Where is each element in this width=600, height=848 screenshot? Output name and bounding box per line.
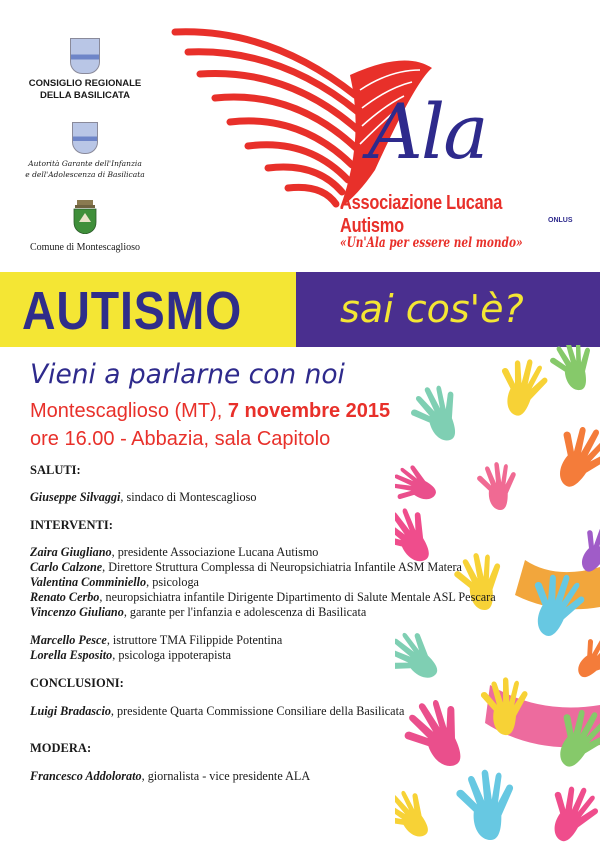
speaker-role: , psicologa xyxy=(146,575,199,589)
event-place xyxy=(30,400,390,423)
speaker-line xyxy=(30,590,510,605)
banner-yellow-panel xyxy=(0,272,296,347)
region-crest-icon xyxy=(72,122,98,154)
section-conclusioni-title: CONCLUSIONI: xyxy=(30,676,124,690)
autorita-line1: Autorità Garante dell'Infanzia xyxy=(28,159,142,168)
speaker-name: Francesco Addolorato xyxy=(30,769,142,783)
speaker-name: Giuseppe Silvaggi xyxy=(30,490,121,504)
section-saluti-title: SALUTI: xyxy=(30,463,81,477)
consiglio-regionale-logo xyxy=(0,38,170,102)
program xyxy=(30,463,510,784)
consiglio-line1: CONSIGLIO REGIONALE xyxy=(28,78,142,89)
banner-sai-cose: sai cos'è? xyxy=(340,287,524,331)
speaker-role: , garante per l'infanzia e adolescenza di Basilicata xyxy=(123,605,367,619)
speaker-name: Vincenzo Giuliano xyxy=(30,605,124,619)
onlus-label: ONLUS xyxy=(548,217,573,224)
comune-logo xyxy=(0,200,170,254)
section-modera-title: MODERA: xyxy=(30,741,92,755)
speaker-role: , sindaco di Montescaglioso xyxy=(120,490,257,504)
section-interventi-title: INTERVENTI: xyxy=(30,518,113,532)
speaker-role: , Direttore Struttura Complessa di Neuropsichiatria Infantile ASM Matera xyxy=(102,560,462,574)
event-date: 7 novembre 2015 xyxy=(227,400,391,422)
speaker-name: Luigi Bradascio xyxy=(30,704,111,718)
speaker-role: , psicologa ippoterapista xyxy=(112,648,232,662)
speaker-role: , istruttore TMA Filippide Potentina xyxy=(106,633,283,647)
speaker-line xyxy=(30,560,510,575)
speaker-line xyxy=(30,605,510,620)
speaker-role: , giornalista - vice presidente ALA xyxy=(141,769,311,783)
speaker-role: , presidente Associazione Lucana Autismo xyxy=(111,545,319,559)
speaker-role: , neuropsichiatra infantile Dirigente Dipartimento di Salute Mentale ASL Pescara xyxy=(99,590,496,604)
speaker-name: Carlo Calzone xyxy=(30,560,103,574)
town-crest-icon xyxy=(72,200,98,234)
speaker-line xyxy=(30,769,510,784)
speaker-line xyxy=(30,648,510,663)
speaker-name: Valentina Comminiello xyxy=(30,575,147,589)
speaker-line xyxy=(30,575,510,590)
speaker-name: Renato Cerbo xyxy=(30,590,100,604)
title-banner xyxy=(0,272,600,347)
speaker-line xyxy=(30,633,510,648)
speaker-line xyxy=(30,704,510,719)
autorita-garante-logo xyxy=(0,122,170,180)
region-crest-icon xyxy=(70,38,100,74)
consiglio-line2: DELLA BASILICATA xyxy=(39,90,131,101)
speaker-line xyxy=(30,490,510,505)
place-prefix: Montescaglioso (MT), xyxy=(30,400,228,422)
ala-logo xyxy=(170,20,600,265)
autorita-line2: e dell'Adolescenza di Basilicata xyxy=(25,170,145,179)
ala-tagline: «Un'Ala per essere nel mondo» xyxy=(340,235,523,251)
speaker-name: Lorella Esposito xyxy=(30,648,113,662)
comune-label: Comune di Montescaglioso xyxy=(30,242,140,253)
speaker-name: Zaira Giugliano xyxy=(30,545,112,559)
event-time: ore 16.00 - Abbazia, sala Capitolo xyxy=(30,428,331,450)
association-name: Associazione Lucana Autismo xyxy=(340,192,503,237)
speaker-name: Marcello Pesce xyxy=(30,633,107,647)
banner-autismo: AUTISMO xyxy=(22,281,243,341)
speaker-role: , presidente Quarta Commissione Consiliare della Basilicata xyxy=(110,704,405,718)
ala-wordmark: Ala xyxy=(368,87,487,176)
speaker-line xyxy=(30,545,510,560)
headline: Vieni a parlarne con noi xyxy=(30,359,345,390)
